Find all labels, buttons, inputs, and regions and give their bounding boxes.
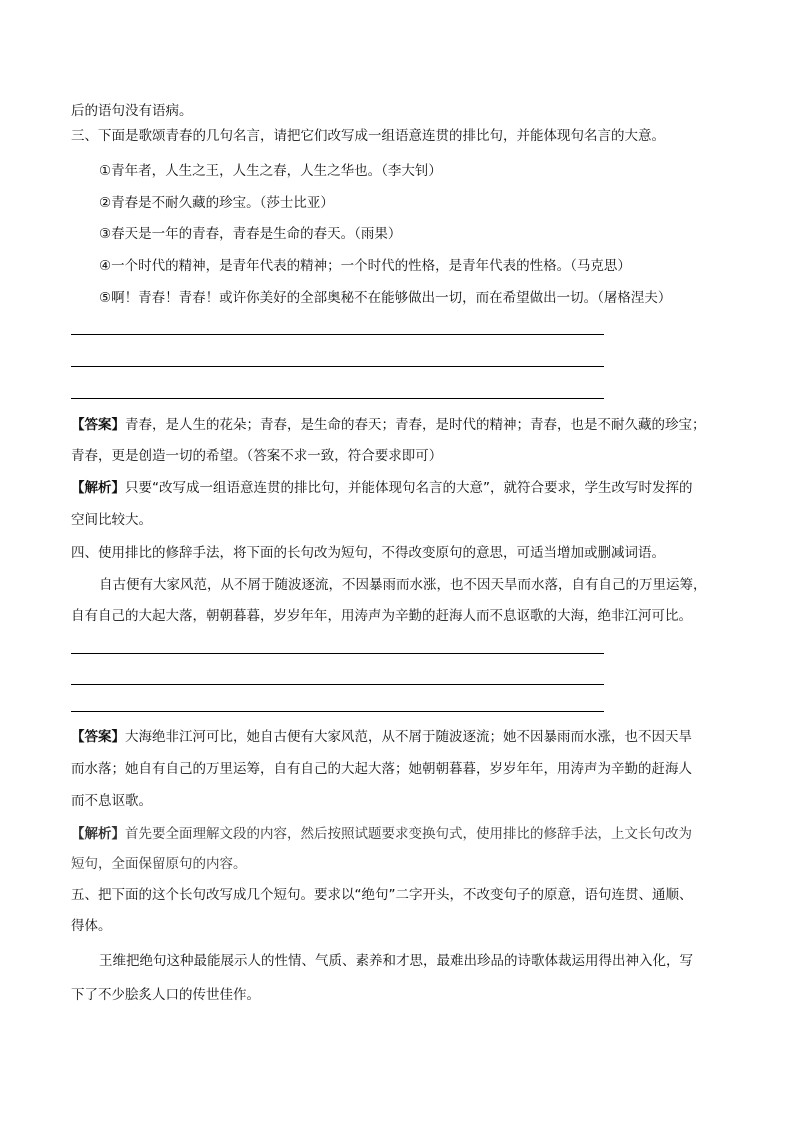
quote-item: ⑤啊！青春！青春！或许你美好的全部奥秘不在能够做出一切，而在希望做出一切。（屠格涅夫） bbox=[99, 290, 672, 306]
quote-item: ①青年者，人生之王，人生之春，人生之华也。（李大钊） bbox=[99, 163, 442, 179]
passage-text: 王维把绝句这种最能展示人的性情、气质、素养和才思，最难出珍品的诗歌体裁运用得出神入化，写 bbox=[99, 953, 693, 969]
analysis-paragraph bbox=[71, 825, 736, 843]
quote-item: ④一个时代的精神，是青年代表的精神；一个时代的性格，是青年代表的性格。（马克思） bbox=[99, 258, 631, 274]
answer-text: 青春，是人生的花朵；青春，是生命的春天；青春，是时代的精神；青春，也是不耐久藏的珍宝； bbox=[125, 417, 706, 433]
analysis-tag: 【解析】 bbox=[71, 480, 125, 496]
question-5-prompt: 得体。 bbox=[71, 918, 112, 934]
question-4-prompt: 四、使用排比的修辞手法，将下面的长句改为短句，不得改变原句的意思，可适当增加或删减词语。 bbox=[71, 545, 665, 561]
answer-blank-line bbox=[71, 684, 604, 685]
question-3-prompt: 三、下面是歌颂青春的几句名言，请把它们改写成一组语意连贯的排比句，并能体现句名言的大意。 bbox=[71, 128, 665, 144]
answer-blank-line bbox=[71, 366, 604, 367]
passage-text: 自古便有大家风范，从不屑于随波逐流，不因暴雨而水涨，也不因天旱而水落，自有自己的万里运筹， bbox=[99, 577, 707, 593]
quote-item: ②青春是不耐久藏的珍宝。（莎士比亚） bbox=[99, 195, 334, 211]
passage-text: 下了不少脍炙人口的传世佳作。 bbox=[71, 987, 260, 1003]
answer-blank-line bbox=[71, 711, 604, 712]
answer-text: 而不息讴歌。 bbox=[71, 793, 152, 809]
answer-text: 而水落；她自有自己的万里运筹，自有自己的大起大落；她朝朝暮暮，岁岁年年，用涛声为辛勤的赶海人 bbox=[71, 761, 692, 777]
answer-text: 青春，更是创造一切的希望。（答案不求一致，符合要求即可） bbox=[71, 448, 443, 464]
answer-tag: 【答案】 bbox=[71, 417, 125, 433]
quote-item: ③春天是一年的青春，青春是生命的春天。（雨果） bbox=[99, 226, 402, 242]
analysis-text: 短句，全面保留原句的内容。 bbox=[71, 856, 247, 872]
answer-paragraph bbox=[71, 416, 736, 434]
analysis-text: 只要“改写成一组语意连贯的排比句，并能体现句名言的大意”，就符合要求，学生改写时发挥的 bbox=[125, 480, 693, 496]
answer-paragraph bbox=[71, 728, 736, 746]
answer-tag: 【答案】 bbox=[71, 729, 125, 745]
question-5-prompt: 五、把下面的这个长句改写成几个短句。要求以“绝句”二字开头，不改变句子的原意，语句连贯、通顺、 bbox=[71, 887, 693, 903]
analysis-text: 首先要全面理解文段的内容，然后按照试题要求变换句式，使用排比的修辞手法，上文长句改为 bbox=[125, 826, 692, 842]
analysis-paragraph bbox=[71, 479, 736, 497]
answer-blank-line bbox=[71, 653, 604, 654]
answer-text: 大海绝非江河可比，她自古便有大家风范，从不屑于随波逐流；她不因暴雨而水涨，也不因天旱 bbox=[125, 729, 692, 745]
passage-text: 自有自己的大起大落，朝朝暮暮，岁岁年年，用涛声为辛勤的赶海人而不息讴歌的大海，绝非江河可比。 bbox=[71, 608, 692, 624]
answer-blank-line bbox=[71, 398, 604, 399]
answer-blank-line bbox=[71, 334, 604, 335]
analysis-text: 空间比较大。 bbox=[71, 512, 152, 528]
analysis-tag: 【解析】 bbox=[71, 826, 125, 842]
intro-tail-text: 后的语句没有语病。 bbox=[71, 103, 193, 119]
